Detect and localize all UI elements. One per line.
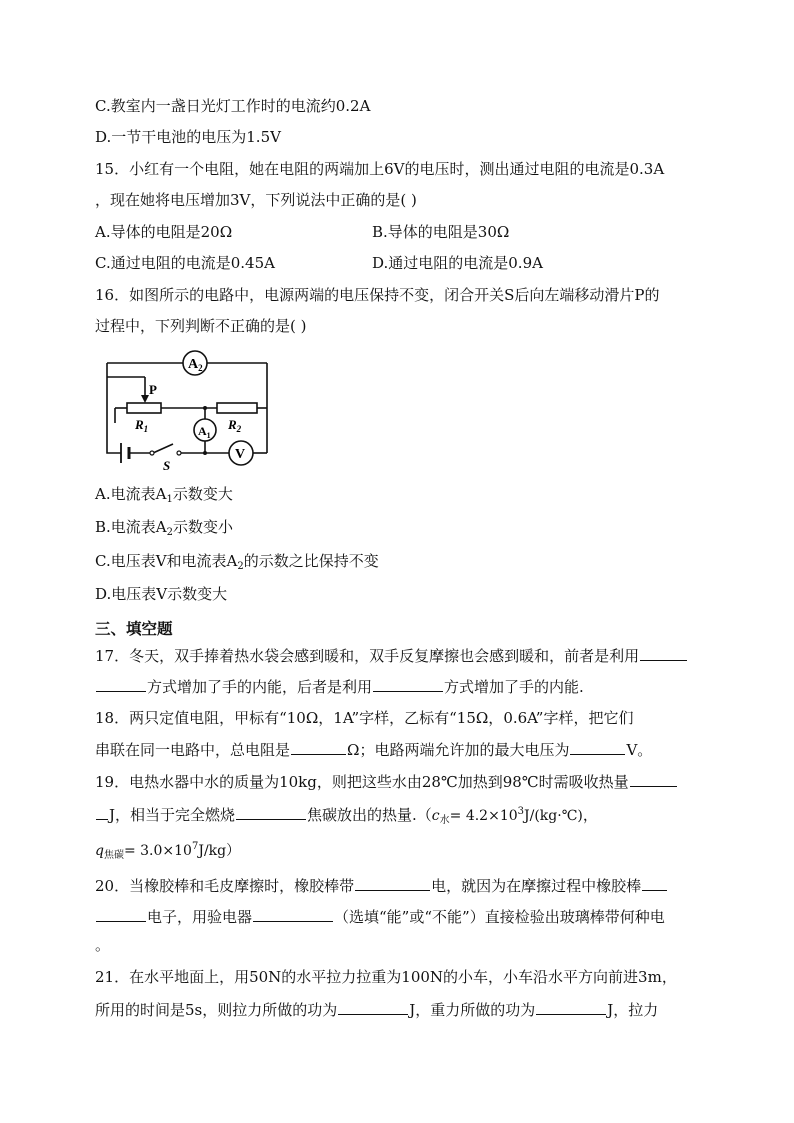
- q21-line-1: 21．在水平地面上，用50N的水平拉力拉重为100N的小车，小车沿水平方向前进3m，: [95, 968, 677, 986]
- resistor-r1: [127, 403, 161, 413]
- q15-line-1: 15．小红有一个电阻，她在电阻的两端加上6V的电压时，测出通过电阻的电流是0.3A: [95, 160, 665, 178]
- q16-option-a: A.电流表$A_1$示数变大: [95, 485, 233, 505]
- q15-option-a: A.导体的电阻是20Ω: [95, 223, 233, 241]
- option-d-line: D.一节干电池的电压为1.5V: [95, 128, 281, 146]
- q17-line-2: 方式增加了手的内能，后者是利用 方式增加了手的内能.: [95, 676, 584, 697]
- q19-line-2: J，相当于完全燃烧 焦碳放出的热量$.(c_水=$ $4.2\times 10^3J/(kg\cdot℃)$，: [95, 802, 598, 831]
- q15-option-b: B.导体的电阻是30Ω: [372, 223, 510, 241]
- voltmeter-v-label: V: [235, 447, 246, 462]
- q16-option-d: D.电压表V示数变大: [95, 585, 228, 603]
- switch-blade: [153, 444, 173, 453]
- q18-line-1: 18．两只定值电阻，甲标有“10Ω，1A”字样，乙标有“15Ω，0.6A”字样，把它们: [95, 709, 634, 727]
- answer-blank: [96, 676, 146, 692]
- q19-line-3: [95, 837, 240, 866]
- r2-label: $R_2$: [228, 417, 242, 434]
- answer-blank: [570, 739, 625, 755]
- q19-line-1: 19．电热水器中水的质量为10kg，则把这些水由28℃加热到98℃时需吸收热量: [95, 771, 678, 792]
- answer-blank: [640, 645, 687, 661]
- q20-line-1: 20．当橡胶棒和毛皮摩擦时，橡胶棒带 电，就因为在摩擦过程中橡胶棒: [95, 875, 668, 896]
- q16-option-b: B.电流表$A_2$示数变小: [95, 518, 234, 538]
- answer-blank: [96, 804, 108, 820]
- option-c-line: C.教室内一盏日光灯工作时的电流约0.2A: [95, 97, 371, 115]
- q18-line-2: 串联在同一电路中，总电阻是 Ω；电路两端允许加的最大电压为 V。: [95, 741, 653, 759]
- resistor-r2: [217, 403, 257, 413]
- circuit-diagram: [95, 343, 280, 473]
- slider-arrow-icon: [141, 395, 149, 403]
- answer-blank: [536, 999, 606, 1015]
- q15-line-2: ，现在她将电压增加3V，下列说法中正确的是( ): [95, 191, 417, 209]
- answer-blank: [373, 676, 443, 692]
- slider-p-label: P: [149, 382, 157, 397]
- answer-blank: [236, 804, 306, 820]
- q15-options-row-1: [95, 222, 232, 242]
- q16-option-c: C.电压表V和电流表$A_2$的示数之比保持不变: [95, 552, 379, 572]
- section-heading: 三、填空题: [95, 620, 173, 638]
- q20-line-2: 电子，用验电器 （选填“能”或“不能”）直接检验出玻璃棒带何种电: [95, 906, 665, 927]
- q20-line-3: 。: [95, 936, 111, 954]
- answer-blank: [355, 875, 430, 891]
- ammeter-a1-label: $A_1$: [198, 424, 211, 440]
- q15-option-d: D.通过电阻的电流是0.9A: [372, 254, 543, 272]
- answer-blank: [96, 906, 146, 922]
- q17-line-1: 17．冬天，双手捧着热水袋会感到暖和，双手反复摩擦也会感到暖和，前者是利用: [95, 645, 688, 666]
- answer-blank: [630, 771, 677, 787]
- answer-blank: [338, 999, 408, 1015]
- switch-s-label: S: [163, 458, 171, 473]
- answer-blank: [291, 739, 346, 755]
- answer-blank: [642, 875, 667, 891]
- heat-value-formula: $q_{焦碳}= 3.0\times 10^7J/kg$）: [95, 841, 241, 861]
- q21-line-2: 所用的时间是5s，则拉力所做的功为 J，重力所做的功为 J，拉力: [95, 1001, 659, 1019]
- specific-heat-formula: $c_水=$ $4.2\times 10^3J/(kg\cdot℃)$: [431, 806, 583, 826]
- q15-option-c: C.通过电阻的电流是0.45A: [95, 254, 275, 272]
- q16-line-2: 过程中，下列判断不正确的是( ): [95, 317, 307, 335]
- q16-line-1: 16．如图所示的电路中，电源两端的电压保持不变，闭合开关S后向左端移动滑片P的: [95, 286, 660, 304]
- answer-blank: [253, 906, 333, 922]
- r1-label: $R_1$: [135, 417, 149, 434]
- ammeter-a2-label: $A_2$: [188, 357, 203, 373]
